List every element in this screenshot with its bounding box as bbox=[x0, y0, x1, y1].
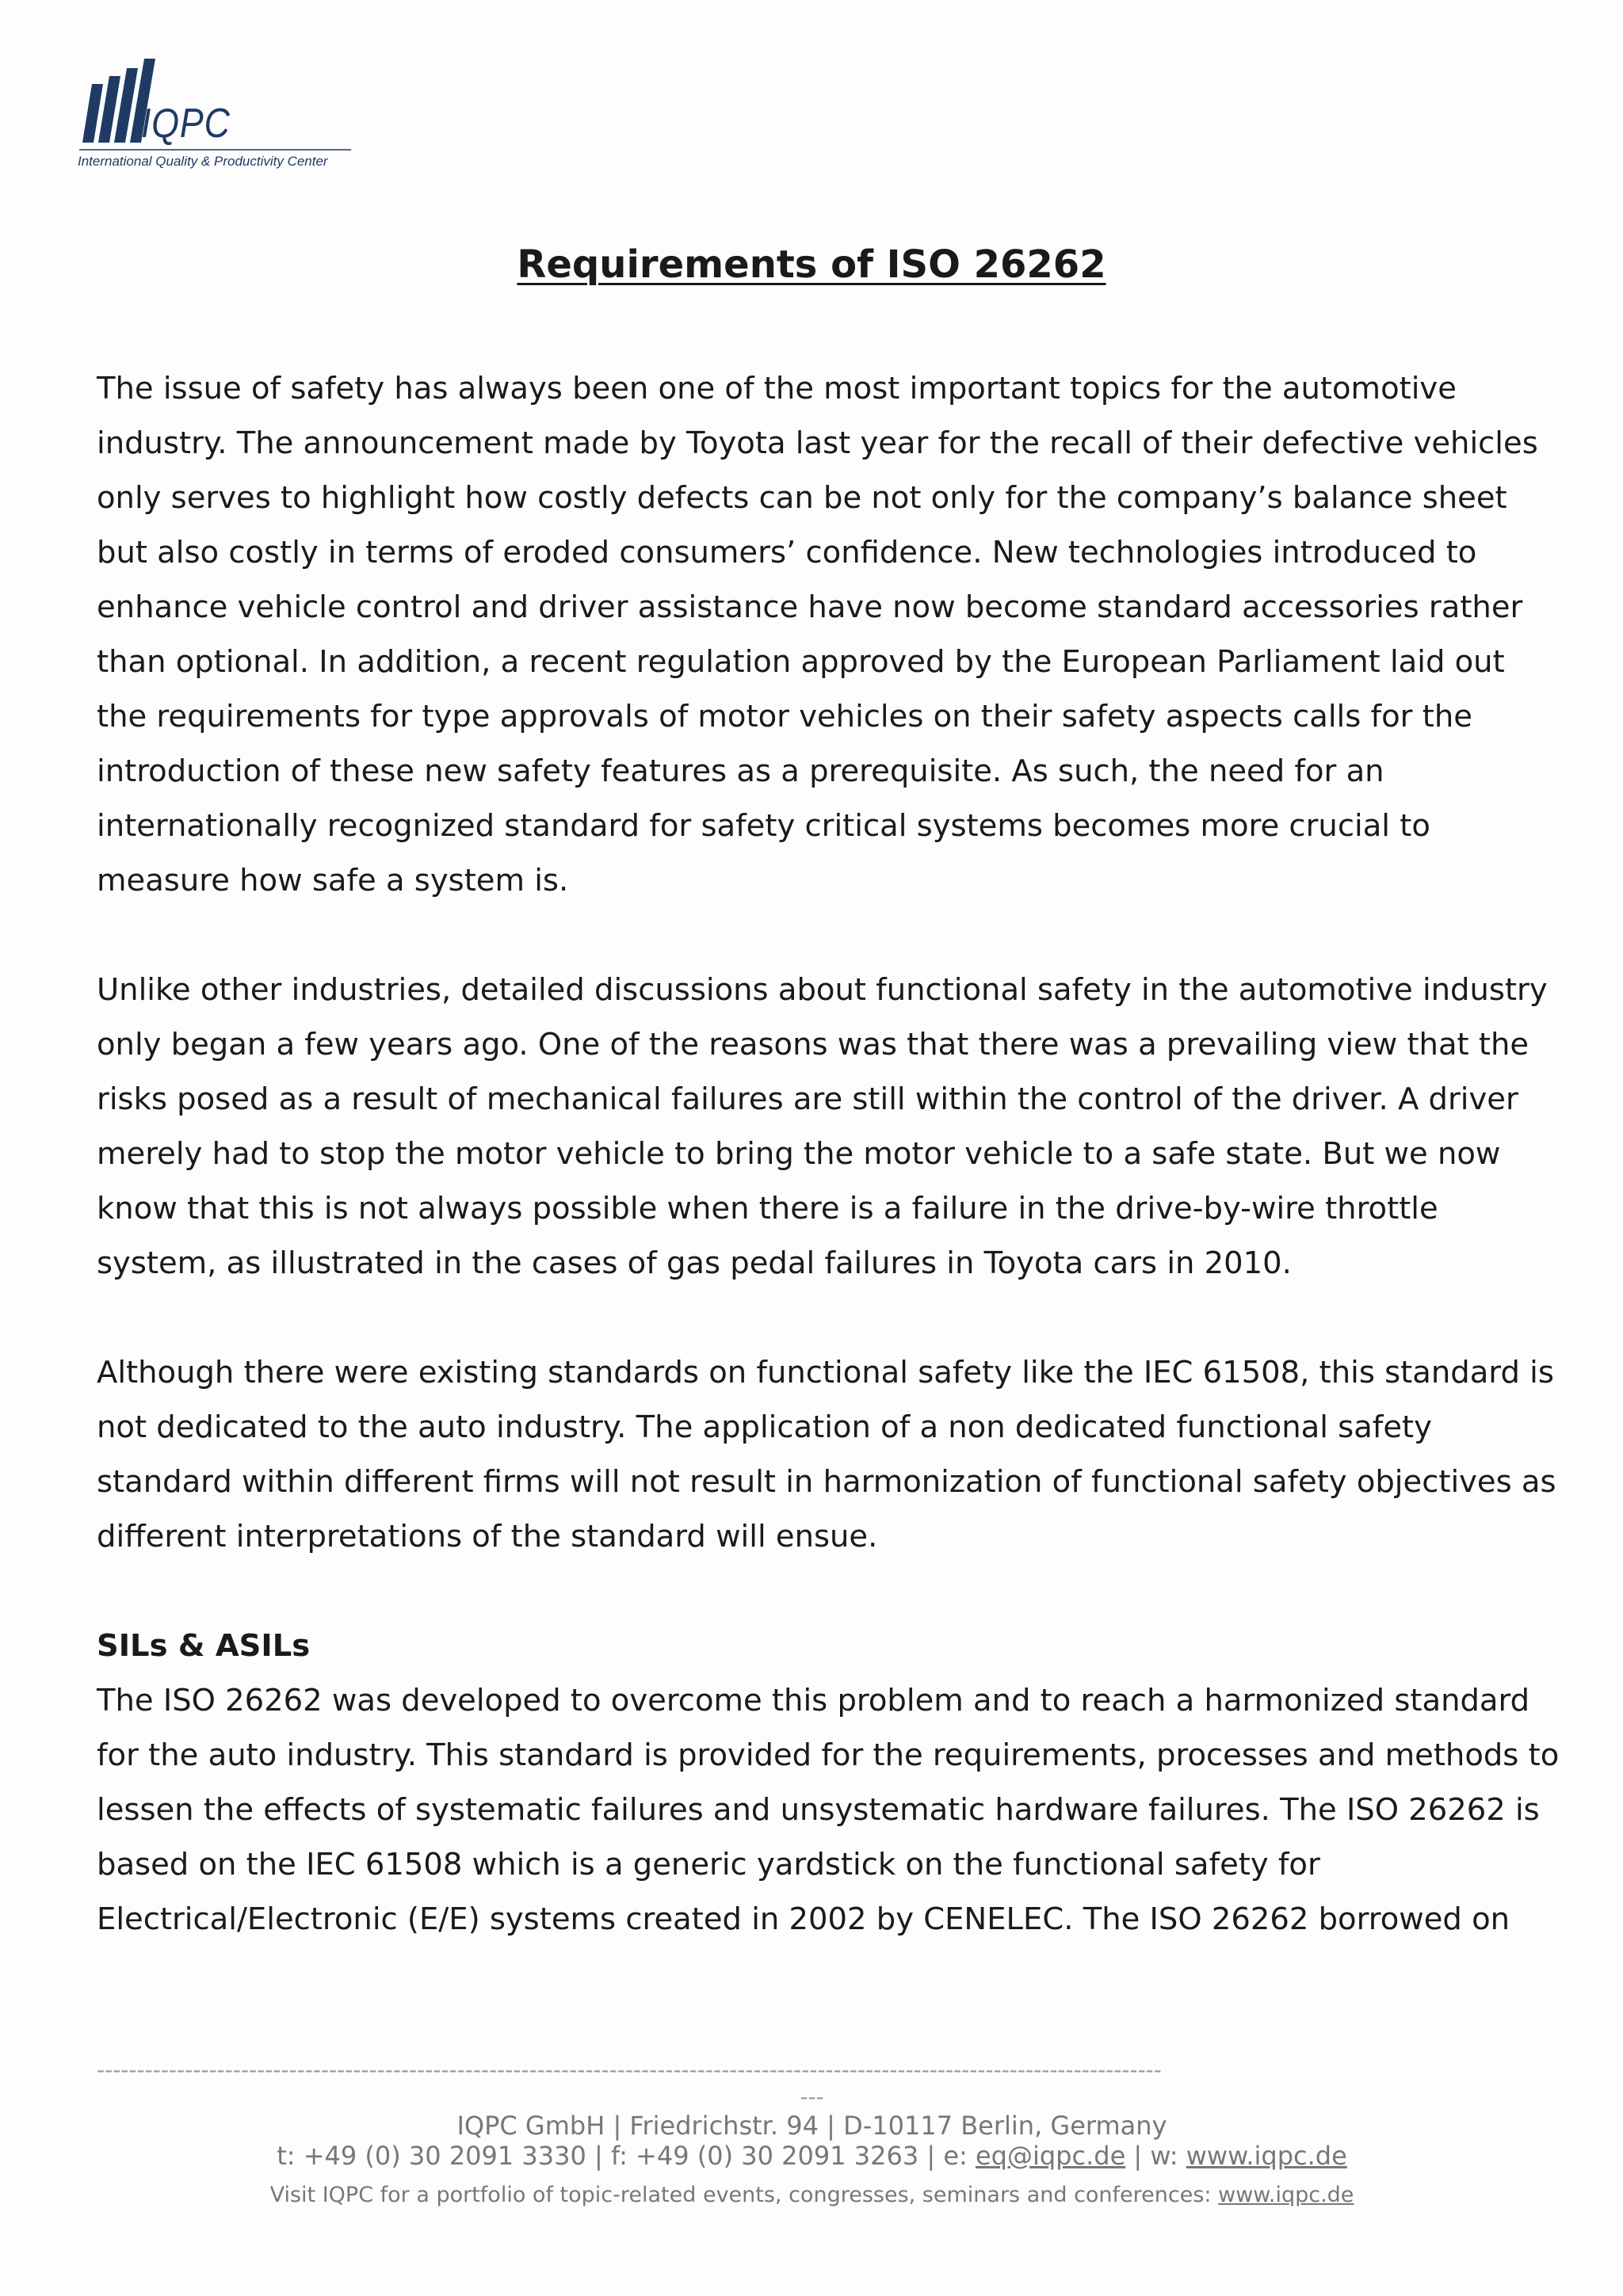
logo-tagline: International Quality & Productivity Center bbox=[78, 154, 328, 169]
paragraph-safety-intro: The issue of safety has always been one of the most important topics for the automotive industry. The announcement made by Toyota last year for the recall of their defective vehicles only serves to highlight how costly defects can be not only for the company’s balance sheet but also costly in terms of eroded consumers’ confidence. New technologies introduced to enhance vehicle control and driver assistance have now become standard accessories rather than optional. In addition, a recent regulation approved by the European Parliament laid out the requirements for type approvals of motor vehicles on their safety aspects calls for the introduction of these new safety features as a prerequisite. As such, the need for an internationally recognized standard for safety critical systems becomes more crucial to measure how safe a system is. bbox=[97, 371, 1538, 898]
footer-visit-link[interactable]: www.iqpc.de bbox=[1218, 2183, 1354, 2207]
document-body bbox=[97, 361, 1563, 1947]
logo-wordmark: IQPC bbox=[141, 101, 231, 147]
page-footer bbox=[97, 2057, 1527, 2210]
section-heading-sils-asils: SILs & ASILs bbox=[97, 1628, 311, 1664]
page-title: Requirements of ISO 26262 bbox=[517, 242, 1106, 287]
paragraph-iso-26262: The ISO 26262 was developed to overcome this problem and to reach a harmonized standard for the auto industry. This standard is provided for the requirements, processes and methods to lessen the effects of systematic failures and unsystematic hardware failures. The ISO 26262 is based on the IEC 61508 which is a generic yardstick on the functional safety for Electrical/Electronic (E/E) systems created in 2002 by CENELEC. The ISO 26262 borrowed on bbox=[97, 1683, 1560, 1937]
paragraph-functional-safety: Unlike other industries, detailed discussions about functional safety in the automotive industry only began a few years ago. One of the reasons was that there was a prevailing view that the risks posed as a result of mechanical failures are still within the control of the driver. A driver merely had to stop the motor vehicle to bring the motor vehicle to a safe state. But we now know that this is not always possible when there is a failure in the drive-by-wire throttle system, as illustrated in the cases of gas pedal failures in Toyota cars in 2010. bbox=[97, 972, 1548, 1281]
footer-visit bbox=[97, 2180, 1527, 2210]
paragraph-iec-61508: Although there were existing standards on functional safety like the IEC 61508, this standard is not dedicated to the auto industry. The application of a non dedicated functional safety standard within different firms will not result in harmonization of functional safety objectives as different interpretations of the standard will ensue. bbox=[97, 1355, 1556, 1554]
footer-dashed-rule: ------------------------------------------------------------------------------------------------------------------------------------- bbox=[97, 2057, 1162, 2083]
footer-visit-text: Visit IQPC for a portfolio of topic-related events, congresses, seminars and conferences: bbox=[269, 2183, 1219, 2207]
footer-email-link[interactable]: eq@iqpc.de bbox=[975, 2141, 1126, 2171]
footer-dashed-rule-rest: --- bbox=[800, 2084, 824, 2110]
footer-phone-fax: t: +49 (0) 30 2091 3330 | f: +49 (0) 30 2091 3263 | e: bbox=[277, 2141, 976, 2171]
iqpc-logo bbox=[78, 55, 355, 174]
footer-web-link[interactable]: www.iqpc.de bbox=[1186, 2141, 1347, 2171]
footer-contact bbox=[97, 2141, 1527, 2171]
footer-address: IQPC GmbH | Friedrichstr. 94 | D-10117 Berlin, Germany bbox=[456, 2111, 1167, 2141]
footer-web-prefix: | w: bbox=[1125, 2141, 1186, 2171]
